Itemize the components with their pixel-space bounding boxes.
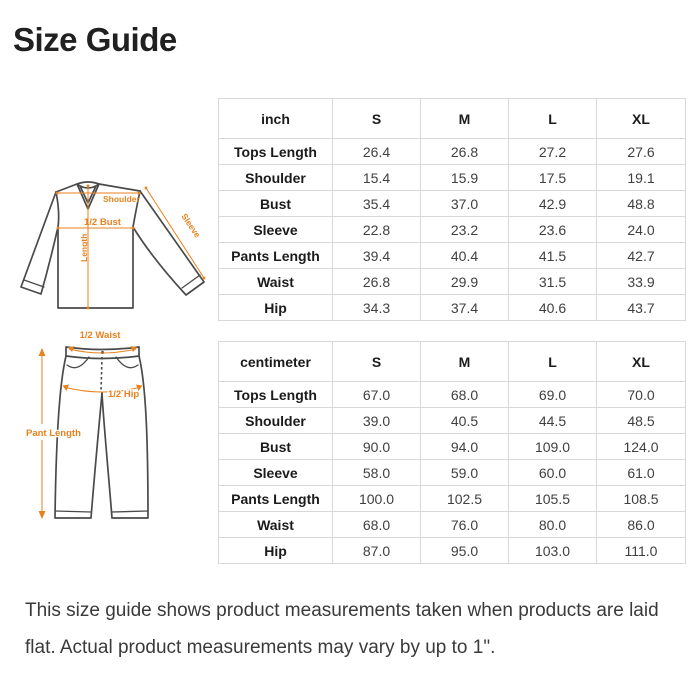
measurement-value-cell: 76.0 [421, 512, 509, 538]
table-row [219, 217, 686, 243]
measurement-value-cell: 27.6 [597, 139, 686, 165]
measurement-label-cell: Waist [219, 512, 333, 538]
measurement-value-cell: 15.9 [421, 165, 509, 191]
size-header-cell: S [333, 342, 421, 382]
measurement-value-cell: 58.0 [333, 460, 421, 486]
measurement-value-cell: 102.5 [421, 486, 509, 512]
measurement-value-cell: 29.9 [421, 269, 509, 295]
table-row [219, 191, 686, 217]
measurement-value-cell: 94.0 [421, 434, 509, 460]
unit-header-cell: inch [219, 99, 333, 139]
measurement-value-cell: 39.4 [333, 243, 421, 269]
measurement-value-cell: 40.4 [421, 243, 509, 269]
measure-marker [56, 192, 59, 195]
table-row [219, 165, 686, 191]
measurement-label-cell: Bust [219, 191, 333, 217]
measure-marker [57, 227, 60, 230]
measurement-value-cell: 59.0 [421, 460, 509, 486]
measurement-label-cell: Sleeve [219, 460, 333, 486]
measurement-value-cell: 34.3 [333, 295, 421, 321]
measurement-value-cell: 105.5 [509, 486, 597, 512]
table-row [219, 512, 686, 538]
shirt-left-cuff-band [24, 280, 44, 287]
measurement-value-cell: 40.6 [509, 295, 597, 321]
measurement-value-cell: 33.9 [597, 269, 686, 295]
measurement-value-cell: 103.0 [509, 538, 597, 564]
measurement-label-cell: Pants Length [219, 486, 333, 512]
table-header-row [219, 342, 686, 382]
table-row [219, 486, 686, 512]
measurement-label-cell: Shoulder [219, 165, 333, 191]
measurement-value-cell: 35.4 [333, 191, 421, 217]
measurement-value-cell: 90.0 [333, 434, 421, 460]
table-row [219, 382, 686, 408]
measurement-value-cell: 70.0 [597, 382, 686, 408]
size-table-inch [218, 98, 686, 321]
arrowhead [39, 348, 46, 356]
measurement-value-cell: 27.2 [509, 139, 597, 165]
pants-cuff-hems [55, 511, 148, 512]
note-text: This size guide shows product measurements taken when products are laid flat. Actual product measurements may vary by up to 1". [25, 600, 659, 658]
size-header-cell: M [421, 342, 509, 382]
measurement-label-cell: Waist [219, 269, 333, 295]
measurement-value-cell: 24.0 [597, 217, 686, 243]
measurement-value-cell: 15.4 [333, 165, 421, 191]
measurement-value-cell: 23.2 [421, 217, 509, 243]
measurement-value-cell: 37.4 [421, 295, 509, 321]
length-label: Length [79, 233, 89, 262]
measurement-label-cell: Hip [219, 295, 333, 321]
measure-marker [145, 187, 148, 190]
measurement-value-cell: 111.0 [597, 538, 686, 564]
measurement-value-cell: 40.5 [421, 408, 509, 434]
shirt-left-sleeve [21, 192, 58, 294]
measurement-label-cell: Tops Length [219, 382, 333, 408]
measurement-value-cell: 26.8 [333, 269, 421, 295]
measurement-value-cell: 124.0 [597, 434, 686, 460]
measurement-value-cell: 48.8 [597, 191, 686, 217]
pants-right-leg [102, 356, 148, 518]
measurement-label-cell: Hip [219, 538, 333, 564]
half-waist-label: 1/2 Waist [79, 330, 121, 341]
measurement-value-cell: 26.4 [333, 139, 421, 165]
table-row [219, 460, 686, 486]
measurement-value-cell: 19.1 [597, 165, 686, 191]
table-row [219, 269, 686, 295]
measurement-label-cell: Sleeve [219, 217, 333, 243]
measurement-value-cell: 22.8 [333, 217, 421, 243]
measurement-value-cell: 100.0 [333, 486, 421, 512]
measure-marker [87, 185, 90, 188]
measurement-value-cell: 60.0 [509, 460, 597, 486]
sleeve-label: Sleeve [179, 211, 203, 240]
measurement-value-cell: 31.5 [509, 269, 597, 295]
measurement-label-cell: Shoulder [219, 408, 333, 434]
pant-length-label: Pant Length [26, 428, 81, 439]
size-header-cell: S [333, 99, 421, 139]
table-row [219, 139, 686, 165]
half-bust-label: 1/2 Bust [84, 217, 121, 228]
measurement-value-cell: 80.0 [509, 512, 597, 538]
measurement-value-cell: 44.5 [509, 408, 597, 434]
garment-measurement-diagram [0, 140, 215, 560]
unit-header-cell: centimeter [219, 342, 333, 382]
measurement-value-cell: 42.7 [597, 243, 686, 269]
page-title: Size Guide [13, 21, 177, 58]
arrowhead [39, 511, 46, 519]
table-header-row [219, 99, 686, 139]
measure-marker [132, 227, 135, 230]
measurement-value-cell: 69.0 [509, 382, 597, 408]
measurement-value-cell: 37.0 [421, 191, 509, 217]
table-row [219, 295, 686, 321]
measurement-value-cell: 108.5 [597, 486, 686, 512]
measurement-value-cell: 68.0 [421, 382, 509, 408]
measurement-value-cell: 26.8 [421, 139, 509, 165]
measurement-value-cell: 43.7 [597, 295, 686, 321]
size-header-cell: L [509, 99, 597, 139]
measurement-value-cell: 67.0 [333, 382, 421, 408]
size-header-cell: XL [597, 342, 686, 382]
measurement-label-cell: Bust [219, 434, 333, 460]
pants-fly-line [101, 357, 102, 392]
measurement-value-cell: 41.5 [509, 243, 597, 269]
measurement-value-cell: 61.0 [597, 460, 686, 486]
measurement-label-cell: Pants Length [219, 243, 333, 269]
measurement-value-cell: 87.0 [333, 538, 421, 564]
table-row [219, 243, 686, 269]
table-row [219, 408, 686, 434]
measurement-value-cell: 23.6 [509, 217, 597, 243]
measurement-value-cell: 42.9 [509, 191, 597, 217]
measurement-value-cell: 48.5 [597, 408, 686, 434]
measurement-value-cell: 68.0 [333, 512, 421, 538]
measurement-value-cell: 109.0 [509, 434, 597, 460]
measurement-value-cell: 17.5 [509, 165, 597, 191]
shoulder-label: Shoulder [103, 194, 140, 204]
measurement-value-cell: 39.0 [333, 408, 421, 434]
measurement-value-cell: 86.0 [597, 512, 686, 538]
measurement-label-cell: Tops Length [219, 139, 333, 165]
size-header-cell: XL [597, 99, 686, 139]
table-row [219, 538, 686, 564]
table-row [219, 434, 686, 460]
size-table-centimeter [218, 341, 686, 564]
measure-marker [87, 307, 90, 310]
size-header-cell: L [509, 342, 597, 382]
shirt-body [56, 191, 140, 308]
measurement-value-cell: 95.0 [421, 538, 509, 564]
size-header-cell: M [421, 99, 509, 139]
measure-marker [203, 277, 206, 280]
half-hip-label: 1/2 Hip [108, 389, 140, 400]
